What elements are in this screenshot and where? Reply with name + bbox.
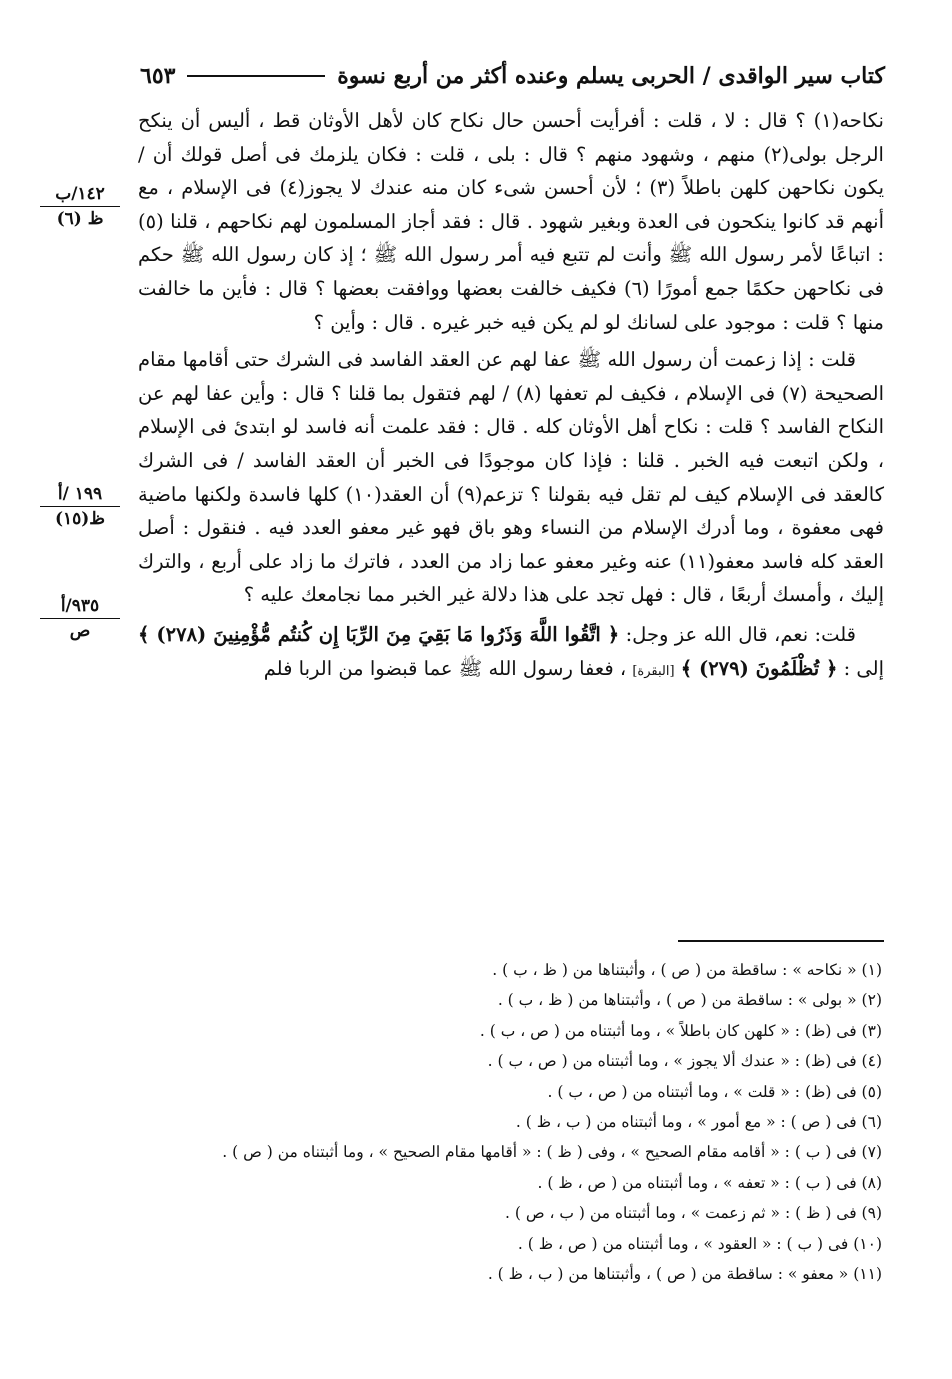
paragraph-1: نكاحه(١) ؟ قال : لا ، قلت : أفرأيت أحسن حال نكاح كان لأهل الأوثان قط ، أليس أن ينكح الرجل بولى(٢) منهم ، وشهود منهم ؟ قال : بلى ، قلت : فكان يلزمك فى أصل قولك أن / يكون نكاحهن كلهن باطلاً (٣) ؛ لأن أحسن شىء كان منه عندك لا يجوز(٤) فى الإسلام ، مع أنهم قد كانوا ينكحون فى العدة وبغير شهود . قال : فقد أجاز المسلمون لهم نكاحهم ، قلنا (٥) : اتباعًا لأمر رسول الله ﷺ وأنت لم تتبع فيه أمر رسول الله ﷺ ؛ إذ كان رسول الله ﷺ حكم فى نكاحهن حكمًا جمع أمورًا (٦) فكيف خالفت بعضها ووافقت بعضها ؟ قال : فأين ما خالفت منها ؟ قلت : موجود على لسانك لو لم يكن فيه خبر غيره . قال : وأين ؟: [138, 109, 884, 334]
header-rule: [187, 75, 325, 77]
quran-verse-279: ﴿ تُظْلَمُونَ (٢٧٩) ﴾: [680, 656, 838, 680]
footnote: (٧) فى ( ب ) : « أقامه مقام الصحيح » ، وفى ( ظ ) : « أقامها مقام الصحيح » ، وما أثبتناه من ( ص ) .: [222, 1143, 882, 1162]
paragraph-2: قلت : إذا زعمت أن رسول الله ﷺ عفا لهم عن العقد الفاسد فى الشرك حتى أقامها مقام الصحيحة (٧) فى الإسلام ، فكيف لم تعفها (٨) / لهم فتقول بما قلنا ؟ قال : وأين عفا لهم عن النكاح الفاسد ؟ قلت : نكاح أهل الأوثان كله . قال : فقد علمت أنه فاسد لو ابتدئ فى الإسلام ، ولكن اتبعت فيه الخبر . قلنا : فإذا كان موجودًا فى الخبر أن العقد الفاسد / فى الشرك كالعقد فى الإسلام كيف لم تقل فيه بقولنا ؟ تزعم(٩) أن العقد(١٠) كلها فاسدة ولكنها ماضية فهى معفوة ، وما أدرك الإسلام من النساء وهو باق فهو غير معفو العدد فيه . فنقول : أصل العقد كله فاسد معفو(١١) عنه وغير معفو عما زاد من العدد ، فاترك ما زاد على أربع ، والترك إليك ، وأمسك أربعًا ، قال : فهل تجد على هذا دلالة غير الخبر مما نجامعك عليه ؟: [138, 348, 884, 607]
margin-note-2: [40, 484, 120, 529]
page-number: ٦٥٣: [140, 63, 176, 89]
footnotes: [150, 955, 882, 1289]
book-title: كتاب سير الواقدى / الحربى يسلم وعنده أكثر من أربع نسوة: [337, 63, 885, 89]
paragraph-3-intro: قلت: نعم، قال الله عز وجل:: [625, 622, 856, 646]
footnote-separator: [678, 940, 884, 942]
running-header: [140, 58, 885, 94]
margin-note-manuscript: ظ(١٥): [54, 509, 106, 529]
footnote: (١١) « معفو » : ساقطة من ( ص ) ، وأثبتناها من ( ب ، ظ ) .: [487, 1265, 882, 1284]
footnote: (٨) فى ( ب ) : « تعفه » ، وما أثبتناه من ( ص ، ظ ) .: [537, 1173, 882, 1192]
margin-note-folio: ١٩٩ /أ: [40, 484, 120, 507]
margin-note-1: [40, 184, 120, 229]
margin-note-folio: ٩٣٥/أ: [40, 596, 120, 619]
margin-note-folio: ١٤٢/ب: [40, 184, 120, 207]
paragraph-3: [138, 618, 884, 688]
footnote: (٩) فى ( ظ ) : « ثم زعمت » ، وما أثبتناه من ( ب ، ص ) .: [504, 1204, 882, 1223]
footnote: (٢) « بولى » : ساقطة من ( ص ) ، وأثبتناها من ( ظ ، ب ) .: [497, 991, 882, 1010]
paragraph-3-to: إلى :: [843, 656, 884, 680]
paragraph-3-end: ، فعفا رسول الله ﷺ عما قبضوا من الربا فلم: [263, 656, 627, 680]
main-text: [138, 104, 884, 688]
margin-note-manuscript: ظ (٦): [56, 209, 104, 229]
footnote: (٤) فى (ظ) : « عندك ألا يجوز » ، وما أثبتناه من ( ص ، ب ) .: [487, 1052, 882, 1071]
footnote: (٦) فى ( ص ) : « مع أمور » ، وما أثبتناه من ( ب ، ظ ) .: [515, 1113, 882, 1132]
footnote: (٣) فى (ظ) : « كلهن كان باطلاً » ، وما أثبتناه من ( ص ، ب ) .: [479, 1021, 882, 1040]
margin-note-manuscript: ص: [69, 621, 91, 641]
quran-verse-278: ﴿ اتَّقُوا اللَّهَ وَذَرُوا مَا بَقِيَ مِنَ الرِّبَا إِن كُنتُم مُّؤْمِنِينَ (٢٧٨) ﴾: [138, 622, 620, 646]
footnote: (١٠) فى ( ب ) : « العقود » ، وما أثبتناه من ( ص ، ظ ) .: [517, 1234, 882, 1253]
margin-note-3: [40, 596, 120, 641]
footnote: (٥) فى (ظ) : « قلت » ، وما أثبتناه من ( ص ، ب ) .: [547, 1082, 882, 1101]
surah-reference: [البقرة]: [632, 663, 675, 679]
footnote: (١) « نكاحه » : ساقطة من ( ص ) ، وأثبتناها من ( ظ ، ب ) .: [492, 961, 882, 979]
